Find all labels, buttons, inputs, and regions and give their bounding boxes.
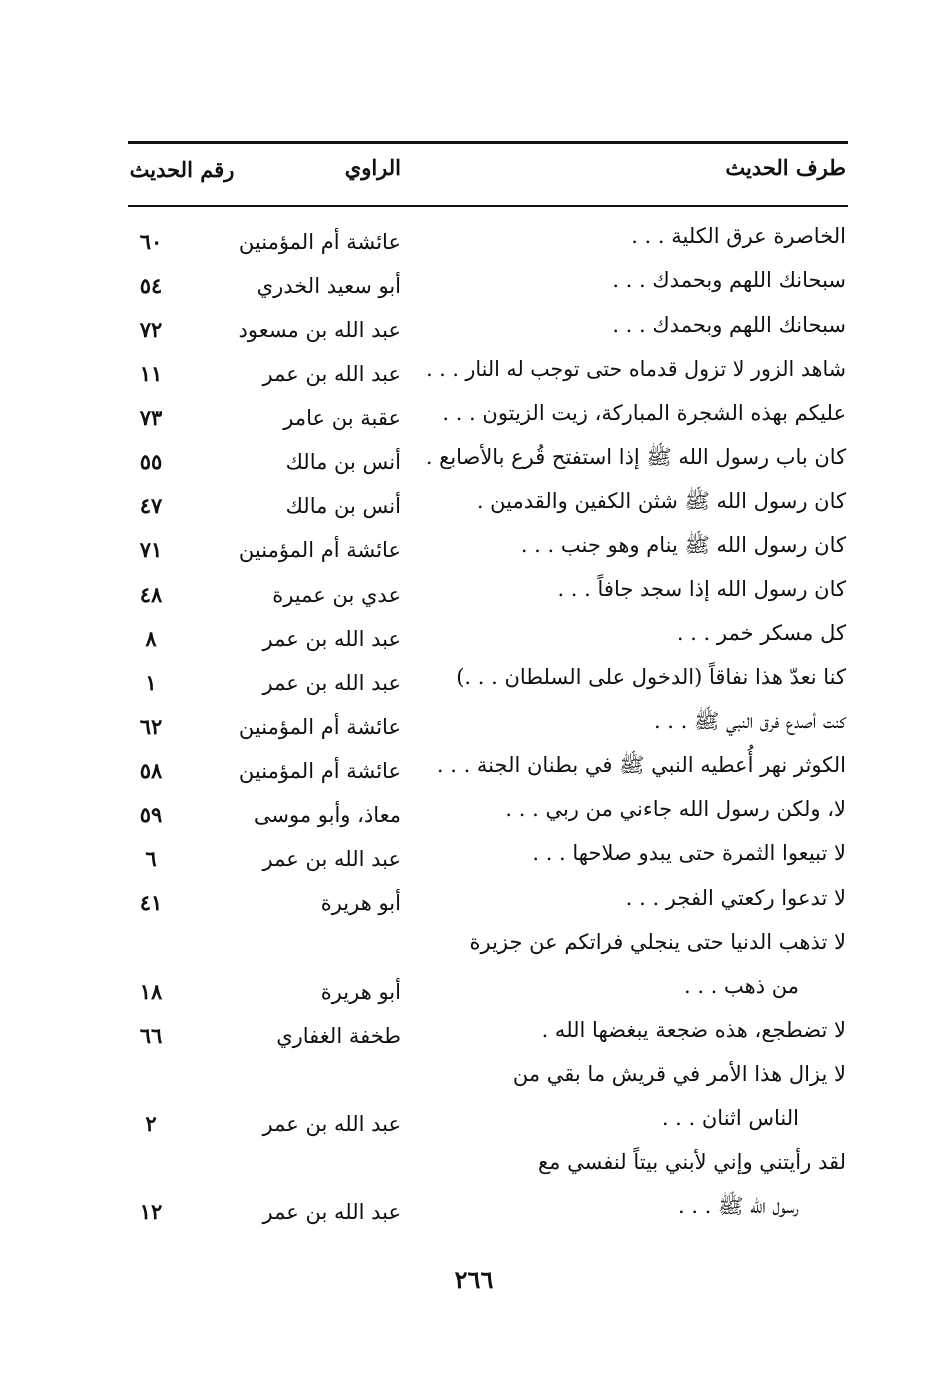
hadith-text-continuation: من ذهب . . . [683,974,799,998]
hadith-text: لقد رأيتني وإني لأبني بيتاً لنفسي مع [537,1150,846,1174]
top-rule [128,141,848,144]
hadith-text: كل مسكر خمر . . . [676,621,846,645]
narrator-name: عبد الله بن مسعود [238,318,401,342]
hadith-text: سبحانك اللهم وبحمدك . . . [612,268,846,292]
hadith-number: ٨ [145,626,157,651]
narrator-name: أنس بن مالك [285,450,401,474]
hadith-number: ٦٢ [139,714,163,739]
hadith-text-continuation: الناس اثنان . . . [661,1106,799,1130]
narrator-name: عقبة بن عامر [283,406,401,430]
hadith-number: ٥٥ [139,449,163,474]
hadith-text: سبحانك اللهم وبحمدك . . . [612,313,846,337]
hadith-number: ٤١ [139,890,163,915]
narrator-name: عائشة أم المؤمنين [238,230,401,254]
narrator-name: عبد الله بن عمر [262,1112,401,1136]
hadith-number: ٥٨ [139,758,163,783]
hadith-text: شاهد الزور لا تزول قدماه حتى توجب له النار . . . [426,357,846,381]
narrator-name: عدي بن عميرة [272,583,401,607]
number-column-header: رقم الحديث [129,157,235,182]
hadith-text: الكوثر نهر أُعطيه النبي ﷺ في بطنان الجنة . . . [436,753,846,777]
narrator-name: عبد الله بن عمر [262,362,401,386]
narrator-name: طخفة الغفاري [276,1024,401,1048]
narrator-name: عبد الله بن عمر [262,627,401,651]
hadith-number: ٤٨ [139,582,163,607]
narrator-name: عائشة أم المؤمنين [238,759,401,783]
hadith-text: لا يزال هذا الأمر في قريش ما بقي من [512,1062,846,1086]
narrator-name: عبد الله بن عمر [262,671,401,695]
hadith-text: لا، ولكن رسول الله جاءني من ربي . . . [505,797,846,821]
hadith-column-header: طرف الحديث [725,155,846,180]
hadith-text: الخاصرة عرق الكلية . . . [631,224,846,248]
hadith-text: كنت أصدع فرق النبي ﷺ . . . [653,709,846,733]
narrator-column-header: الراوي [344,155,401,180]
hadith-number: ١٢ [139,1199,163,1224]
hadith-number: ٥٤ [139,273,163,298]
hadith-text: لا تذهب الدنيا حتى ينجلي فراتكم عن جزيرة [469,930,846,954]
narrator-name: أنس بن مالك [285,494,401,518]
hadith-number: ٦٦ [139,1023,163,1048]
hadith-text: لا تضطجع، هذه ضجعة يبغضها الله . [541,1018,846,1042]
hadith-number: ١١ [139,361,163,386]
hadith-number: ٥٩ [139,802,163,827]
hadith-number: ٢ [145,1111,157,1136]
hadith-number: ٧٣ [139,405,163,430]
hadith-text: كان رسول الله إذا سجد جافاً . . . [557,577,846,601]
hadith-text: كان رسول الله ﷺ ينام وهو جنب . . . [520,533,846,557]
hadith-number: ١ [145,670,157,695]
hadith-text: لا تبيعوا الثمرة حتى يبدو صلاحها . . . [532,841,846,865]
hadith-number: ٦ [145,846,157,871]
hadith-number: ٤٧ [139,493,163,518]
hadith-text: لا تدعوا ركعتي الفجر . . . [625,886,846,910]
hadith-text: كنا نعدّ هذا نفاقاً (الدخول على السلطان . . .) [456,665,846,689]
narrator-name: عبد الله بن عمر [262,1200,401,1224]
hadith-number: ٧١ [139,537,163,562]
hadith-text: كان باب رسول الله ﷺ إذا استفتح قُرع بالأصابع . [425,445,846,469]
header-rule [128,205,848,207]
narrator-name: أبو هريرة [320,980,401,1004]
narrator-name: معاذ، وأبو موسى [253,803,401,827]
narrator-name: عائشة أم المؤمنين [238,715,401,739]
narrator-name: عائشة أم المؤمنين [238,538,401,562]
narrator-name: أبو هريرة [320,891,401,915]
page-number: ٢٦٦ [454,1265,494,1294]
hadith-number: ١٨ [139,979,163,1004]
hadith-number: ٧٢ [139,317,163,342]
hadith-text: عليكم بهذه الشجرة المباركة، زيت الزيتون . . . [442,401,846,425]
hadith-number: ٦٠ [139,229,163,254]
hadith-text-continuation: رسول الله ﷺ . . . [677,1194,799,1218]
hadith-text: كان رسول الله ﷺ شثن الكفين والقدمين . [476,489,846,513]
narrator-name: أبو سعيد الخدري [256,274,401,298]
narrator-name: عبد الله بن عمر [262,847,401,871]
